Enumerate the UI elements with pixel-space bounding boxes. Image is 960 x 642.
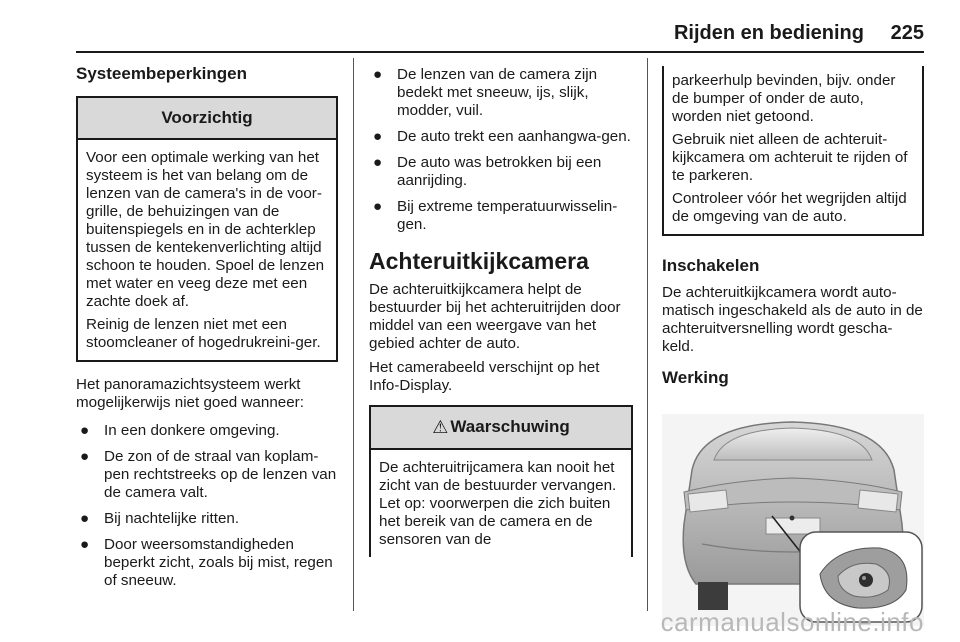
page-number: 225 [890,22,924,44]
list-item: ● De zon of de straal van koplam-pen rechtstreeks op de lenzen van de camera valt. [80,448,337,501]
warning-triangle-icon: ⚠ [432,417,449,437]
list-item: ● De auto trekt een aanhangwa-gen. [373,128,631,145]
list-item: ● Door weersomstandigheden beperkt zicht, zoals bij mist, regen of sneeuw. [80,536,333,589]
column-divider [647,58,648,611]
limitations-list-continued [369,66,633,234]
list-item: ● Bij extreme temperatuurwisselin-gen. [373,198,618,233]
caution-paragraph: Reinig de lenzen niet met een stoomcleaner of hogedrukreini-ger. [86,316,321,351]
column-divider [353,58,354,611]
header-rule [76,51,924,53]
warning-paragraph: Controleer vóór het wegrijden altijd de omgeving van de auto. [672,190,907,225]
warning-paragraph: parkeerhulp bevinden, bijv. onder de bumper of onder de auto, worden niet getoond. [672,72,896,125]
limitations-intro: Het panoramazichtsysteem werkt mogelijkerwijs niet goed wanneer: [76,376,304,411]
column-3 [662,60,924,631]
caution-box [76,96,338,362]
section-heading-systeembeperkingen: Systeembeperkingen [76,64,248,83]
rear-camera-illustration [662,414,924,626]
limitations-list [76,422,338,590]
body-paragraph: Het camerabeeld verschijnt op het Info-Display. [369,359,600,394]
warning-box-continued [662,66,924,236]
caution-box-title: Voorzichtig [78,98,336,140]
subheading-inschakelen: Inschakelen [662,256,760,275]
body-paragraph: De achteruitkijkcamera wordt auto-matisch ingeschakeld als de auto in de achteruitversnelling wordt gescha-keld. [662,284,923,355]
warning-box [369,405,633,557]
list-item: ● De auto was betrokken bij een aanrijding. [373,154,602,189]
section-title-achteruitkijkcamera: Achteruitkijkcamera [369,248,589,274]
subheading-werking: Werking [662,368,729,387]
caution-paragraph: Voor een optimale werking van het systeem is het van belang om de lenzen van de camera's in de voor-grille, de behuizingen van de buitenspiegels en in de achterklep tussen de kentekenverlichting altijd schoon te houden. Spoel de lenzen met water en veeg deze met een zachte doek af. [86,149,325,310]
list-item: ● Bij nachtelijke ritten. [80,510,240,527]
running-header-title: Rijden en bediening [673,22,864,44]
column-2 [369,60,633,557]
warning-paragraph: Gebruik niet alleen de achteruit-kijkcamera om achteruit te rijden of te parkeren. [672,131,908,184]
watermark: carmanualsonline.info [660,607,924,637]
warning-paragraph: De achteruitrijcamera kan nooit het zicht van de bestuurder vervangen. Let op: voorwerpen die zich buiten het bereik van de camera en de sensoren van de [379,459,617,548]
list-item: ● De lenzen van de camera zijn bedekt met sneeuw, ijs, slijk, modder, vuil. [373,66,598,119]
body-paragraph: De achteruitkijkcamera helpt de bestuurder bij het achteruitrijden door middel van een weergave van het gebied achter de auto. [369,281,621,352]
column-1 [76,60,338,598]
warning-box-title: ⚠ Waarschuwing [371,407,631,450]
list-item: ● In een donkere omgeving. [80,422,280,439]
